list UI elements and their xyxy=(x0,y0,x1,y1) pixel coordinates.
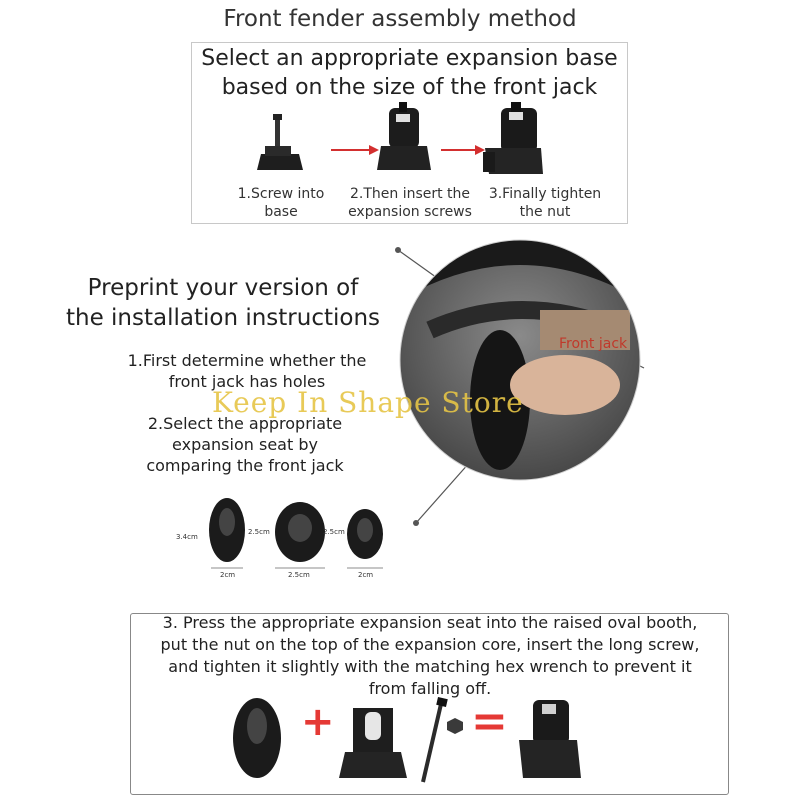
front-jack-label: Front jack xyxy=(559,336,628,352)
middle-heading-line2: the installation instructions xyxy=(65,305,381,331)
seat-height-label-2: 2.5cm xyxy=(248,528,270,536)
seat-height-label-3: 2.5cm xyxy=(323,528,345,536)
final-step-line2: put the nut on the top of the expansion core, insert the long screw, xyxy=(160,635,700,654)
hex-nut-image xyxy=(447,718,463,734)
seat-height-label-1: 3.4cm xyxy=(176,533,198,541)
instruction-step-1-line2: front jack has holes xyxy=(168,372,326,391)
expansion-seat-medium xyxy=(347,509,383,568)
step-caption-1-line2: base xyxy=(264,204,298,220)
instruction-step-2-line2: expansion seat by xyxy=(172,435,318,454)
final-step-images xyxy=(215,690,595,792)
expansion-seat-image xyxy=(233,698,281,778)
page-title: Front fender assembly method xyxy=(223,6,577,32)
equals-sign: = xyxy=(471,696,508,747)
step-caption-1-line1: 1.Screw into xyxy=(237,186,325,202)
final-step-line1: 3. Press the appropriate expansion seat into the raised oval booth, xyxy=(162,613,698,632)
expansion-seat-large xyxy=(275,502,325,568)
final-step-line3: and tighten it slightly with the matching hex wrench to prevent it xyxy=(168,657,692,676)
front-jack-closeup-image xyxy=(400,232,640,480)
step-caption-3-line1: 3.Finally tighten xyxy=(488,186,602,202)
top-heading-line2: based on the size of the front jack xyxy=(221,75,598,100)
store-watermark: Keep In Shape Store xyxy=(212,386,524,419)
instruction-step-1-line1: 1.First determine whether the xyxy=(127,351,367,370)
step-caption-3-line2: the nut xyxy=(519,204,571,220)
final-step-line4: from falling off. xyxy=(368,679,492,698)
seat-width-label-3: 2cm xyxy=(358,571,374,579)
base-bracket-image xyxy=(339,708,407,778)
assembled-result-image xyxy=(519,700,581,778)
middle-heading-line1: Preprint your version of xyxy=(87,275,359,301)
step-caption-2-line1: 2.Then insert the xyxy=(349,186,471,202)
final-step-text xyxy=(134,612,726,700)
seat-width-label-1: 2cm xyxy=(220,571,236,579)
seat-width-label-2: 2.5cm xyxy=(288,571,310,579)
instruction-step-2-line1: 2.Select the appropriate xyxy=(147,414,343,433)
plus-sign: + xyxy=(301,699,335,745)
step-caption-2-line2: expansion screws xyxy=(348,204,472,220)
instruction-step-2-line3: comparing the front jack xyxy=(146,456,344,475)
long-screw-image xyxy=(423,697,448,782)
expansion-seat-small xyxy=(209,498,245,568)
top-heading-line1: Select an appropriate expansion base xyxy=(201,46,618,71)
